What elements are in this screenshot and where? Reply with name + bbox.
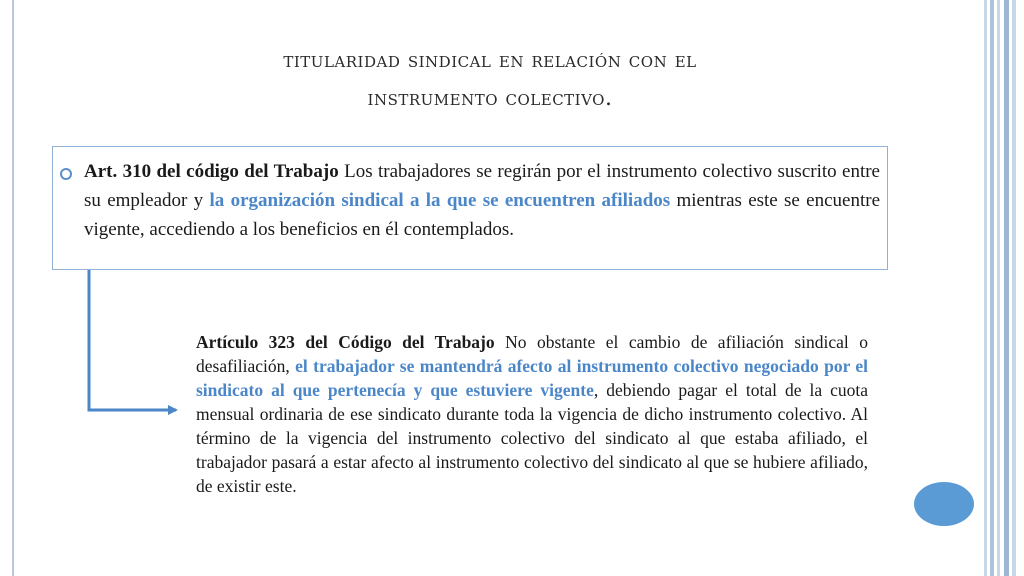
article-310-paragraph: [84, 157, 880, 244]
right-decorative-stripes: [978, 0, 1024, 576]
title-line-1: titularidad sindical en relación con el: [283, 48, 697, 73]
article-310-highlight: la organización sindical a la que se encuentren afiliados: [209, 190, 671, 211]
decorative-circle: [914, 482, 974, 526]
bullet-circle-icon: [60, 168, 72, 180]
article-323-text-a: No obstante el cambio de afiliación sindical o desafiliación,: [196, 332, 868, 376]
article-310-text-a: Los trabajadores se regirán por el instrumento colectivo suscrito entre su empleador y: [84, 161, 880, 211]
article-323-heading: Artículo 323 del Código del Trabajo: [196, 332, 495, 352]
article-310-heading: Art. 310 del código del Trabajo: [84, 161, 339, 182]
article-323-highlight: el trabajador se mantendrá afecto al instrumento colectivo negociado por el sindicato al que pertenecía y que estuviere vigente: [196, 356, 869, 400]
connector-arrow-line: [89, 270, 176, 410]
slide-title: [110, 42, 870, 118]
left-decorative-rule: [12, 0, 14, 576]
title-line-2: instrumento colectivo.: [367, 86, 613, 111]
article-323-text-b: , debiendo pagar el total de la cuota mensual ordinaria de ese sindicato durante toda la vigencia de dicho instrumento colectivo. Al término de la vigencia del instrumento colectivo del sindicato al que estaba afiliado, el trabajador pasará a estar afecto al instrumento colectivo del sindicato al que se hubiere afiliado, de existir este.: [196, 380, 868, 496]
article-323-paragraph: [196, 330, 868, 498]
article-310-text-b: mientras este se encuentre vigente, accediendo a los beneficios en él contemplados.: [84, 190, 881, 240]
